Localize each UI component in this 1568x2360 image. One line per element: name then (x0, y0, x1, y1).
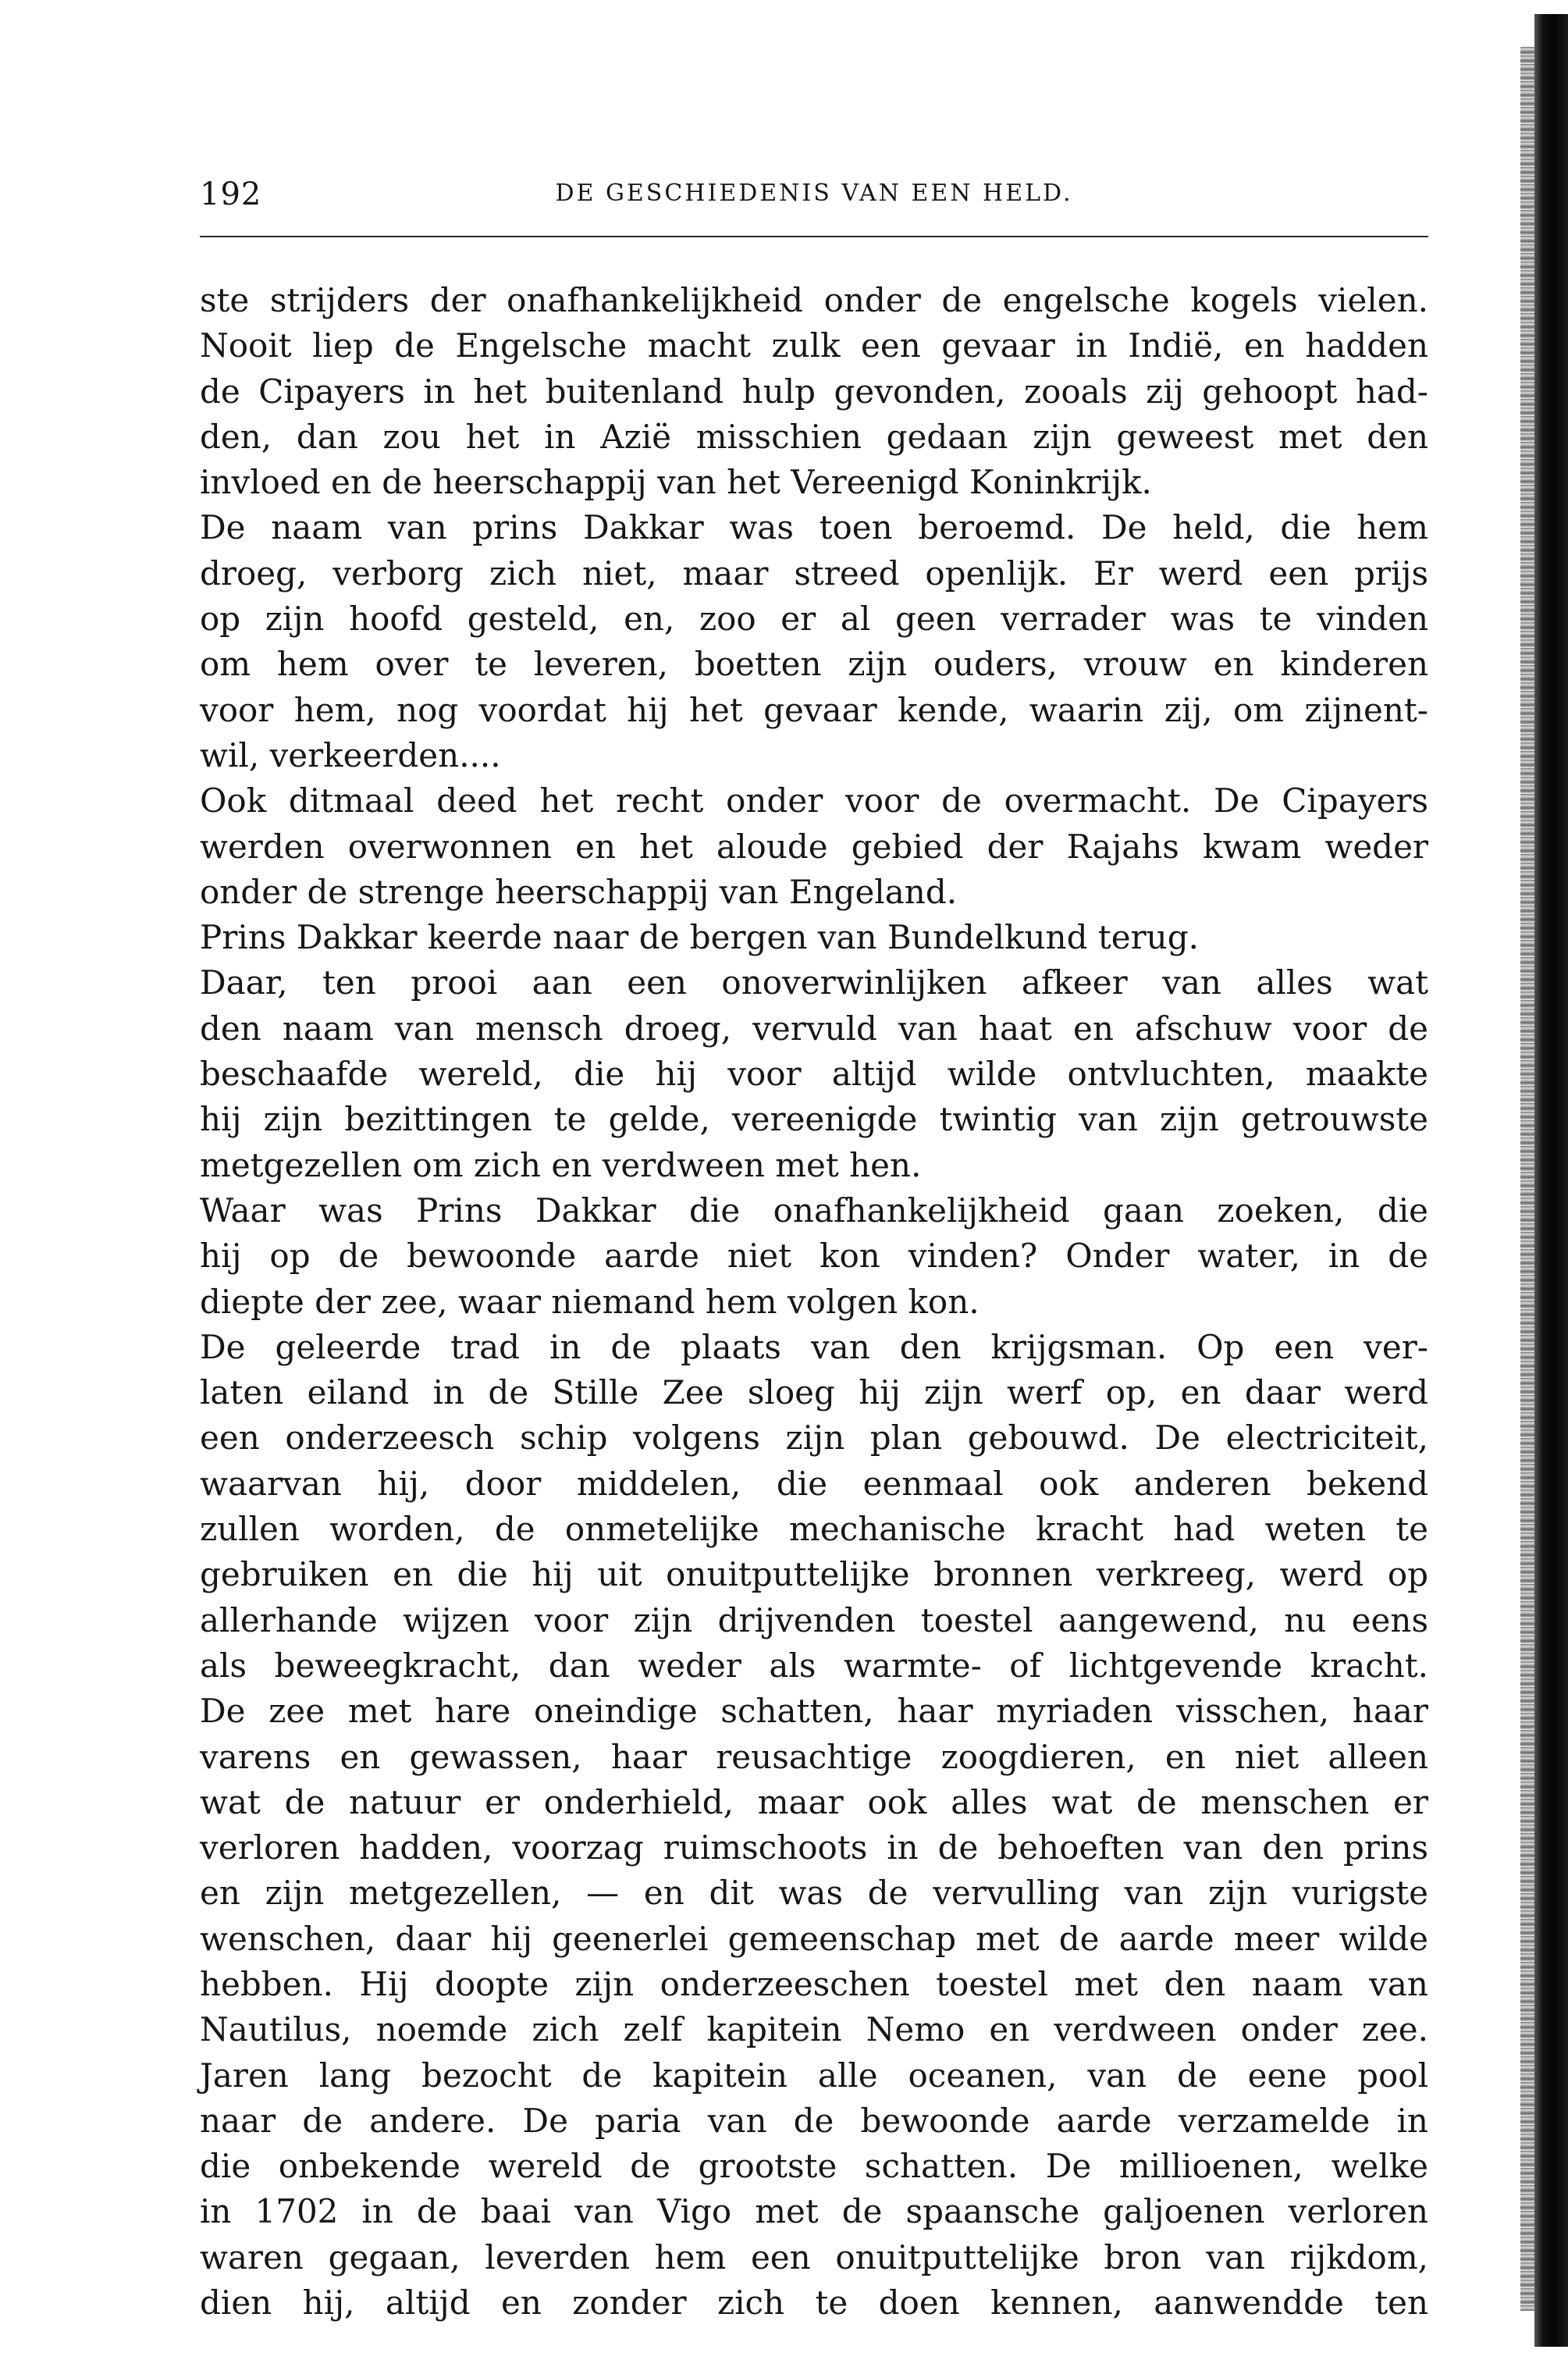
text-line: hij zijn bezittingen te gelde, vereenigde twintig van zijn getrouwste (200, 1100, 1428, 1139)
text-line: waren gegaan, leverden hem een onuitputtelijke bron van rijkdom, (200, 2237, 1428, 2276)
text-line: De naam van prins Dakkar was toen beroemd. De held, die hem (200, 508, 1428, 547)
text-line: dien hij, altijd en zonder zich te doen kennen, aanwendde ten (200, 2283, 1428, 2323)
text-line: waarvan hij, door middelen, die eenmaal ook anderen bekend (200, 1464, 1428, 1503)
text-line: wil, verkeerden.... (200, 735, 501, 774)
text-line: Prins Dakkar keerde naar de bergen van Bundelkund terug. (200, 918, 1199, 957)
text-line: De geleerde trad in de plaats van den krijgsman. Op een ver- (200, 1327, 1428, 1366)
text-line: een onderzeesch schip volgens zijn plan gebouwd. De electriciteit, (200, 1418, 1428, 1458)
text-line: Jaren lang bezocht de kapitein alle oceanen, van de eene pool (200, 2056, 1428, 2095)
text-line: droeg, verborg zich niet, maar streed openlijk. Er werd een prijs (200, 554, 1428, 593)
text-line: De zee met hare oneindige schatten, haar myriaden visschen, haar (200, 1692, 1428, 1731)
text-line: den naam van mensch droeg, vervuld van haat en afschuw voor de (200, 1009, 1428, 1048)
text-line: en zijn metgezellen, — en dit was de vervulling van zijn vurigste (200, 1874, 1428, 1913)
page-header (200, 176, 1428, 223)
text-line: hebben. Hij doopte zijn onderzeeschen toestel met den naam van (200, 1964, 1428, 2003)
text-line: varens en gewassen, haar reusachtige zoogdieren, en niet alleen (200, 1737, 1428, 1776)
body-text (200, 278, 1428, 2326)
text-line: den, dan zou het in Azië misschien gedaan zijn geweest met den (200, 417, 1428, 456)
text-line: Nooit liep de Engelsche macht zulk een gevaar in Indië, en hadden (200, 326, 1428, 365)
page-number: 192 (200, 176, 262, 212)
text-line: diepte der zee, waar niemand hem volgen kon. (200, 1282, 980, 1321)
text-line: gebruiken en die hij uit onuitputtelijke bronnen verkreeg, werd op (200, 1555, 1428, 1594)
text-line: op zijn hoofd gesteld, en, zoo er al geen verrader was te vinden (200, 600, 1428, 639)
text-line: werden overwonnen en het aloude gebied der Rajahs kwam weder (200, 827, 1428, 866)
text-line: wenschen, daar hij geenerlei gemeenschap met de aarde meer wilde (200, 1919, 1428, 1958)
text-line: de Cipayers in het buitenland hulp gevonden, zooals zij gehoopt had- (200, 372, 1428, 411)
text-line: laten eiland in de Stille Zee sloeg hij zijn werf op, en daar werd (200, 1373, 1428, 1412)
text-line: Nautilus, noemde zich zelf kapitein Nemo en verdween onder zee. (200, 2010, 1428, 2049)
text-line: allerhande wijzen voor zijn drijvenden toestel aangewend, nu eens (200, 1600, 1428, 1639)
text-line: als beweegkracht, dan weder als warmte- of lichtgevende kracht. (200, 1646, 1428, 1685)
text-line: beschaafde wereld, die hij voor altijd wilde ontvluchten, maakte (200, 1055, 1428, 1094)
running-title: DE GESCHIEDENIS VAN EEN HELD. (555, 180, 1073, 207)
text-line: voor hem, nog voordat hij het gevaar kende, waarin zij, om zijnent- (200, 690, 1428, 729)
text-line: Ook ditmaal deed het recht onder voor de overmacht. De Cipayers (200, 781, 1428, 820)
text-line: in 1702 in de baai van Vigo met de spaansche galjoenen verloren (200, 2192, 1428, 2231)
text-line: naar de andere. De paria van de bewoonde aarde verzamelde in (200, 2101, 1428, 2140)
scan-binding-shadow (1520, 47, 1534, 2311)
text-line: zullen worden, de onmetelijke mechanische kracht had weten te (200, 1510, 1428, 1549)
text-line: om hem over te leveren, boetten zijn ouders, vrouw en kinderen (200, 645, 1428, 684)
text-line: die onbekende wereld de grootste schatten. De millioenen, welke (200, 2147, 1428, 2186)
scan-binding-edge (1534, 14, 1568, 2347)
text-line: onder de strenge heerschappij van Engeland. (200, 872, 958, 911)
text-line: metgezellen om zich en verdween met hen. (200, 1145, 922, 1184)
text-line: Daar, ten prooi aan een onoverwinlijken afkeer van alles wat (200, 963, 1428, 1002)
text-line: ste strijders der onafhankelijkheid onder de engelsche kogels vielen. (200, 281, 1428, 319)
text-line: invloed en de heerschappij van het Vereenigd Koninkrijk. (200, 463, 1152, 502)
text-line: verloren hadden, voorzag ruimschoots in de behoeften van den prins (200, 1828, 1428, 1867)
text-line: hij op de bewoonde aarde niet kon vinden? Onder water, in de (200, 1237, 1428, 1276)
header-rule (200, 236, 1428, 237)
text-line: Waar was Prins Dakkar die onafhankelijkheid gaan zoeken, die (200, 1191, 1428, 1230)
text-line: wat de natuur er onderhield, maar ook alles wat de menschen er (200, 1782, 1428, 1821)
